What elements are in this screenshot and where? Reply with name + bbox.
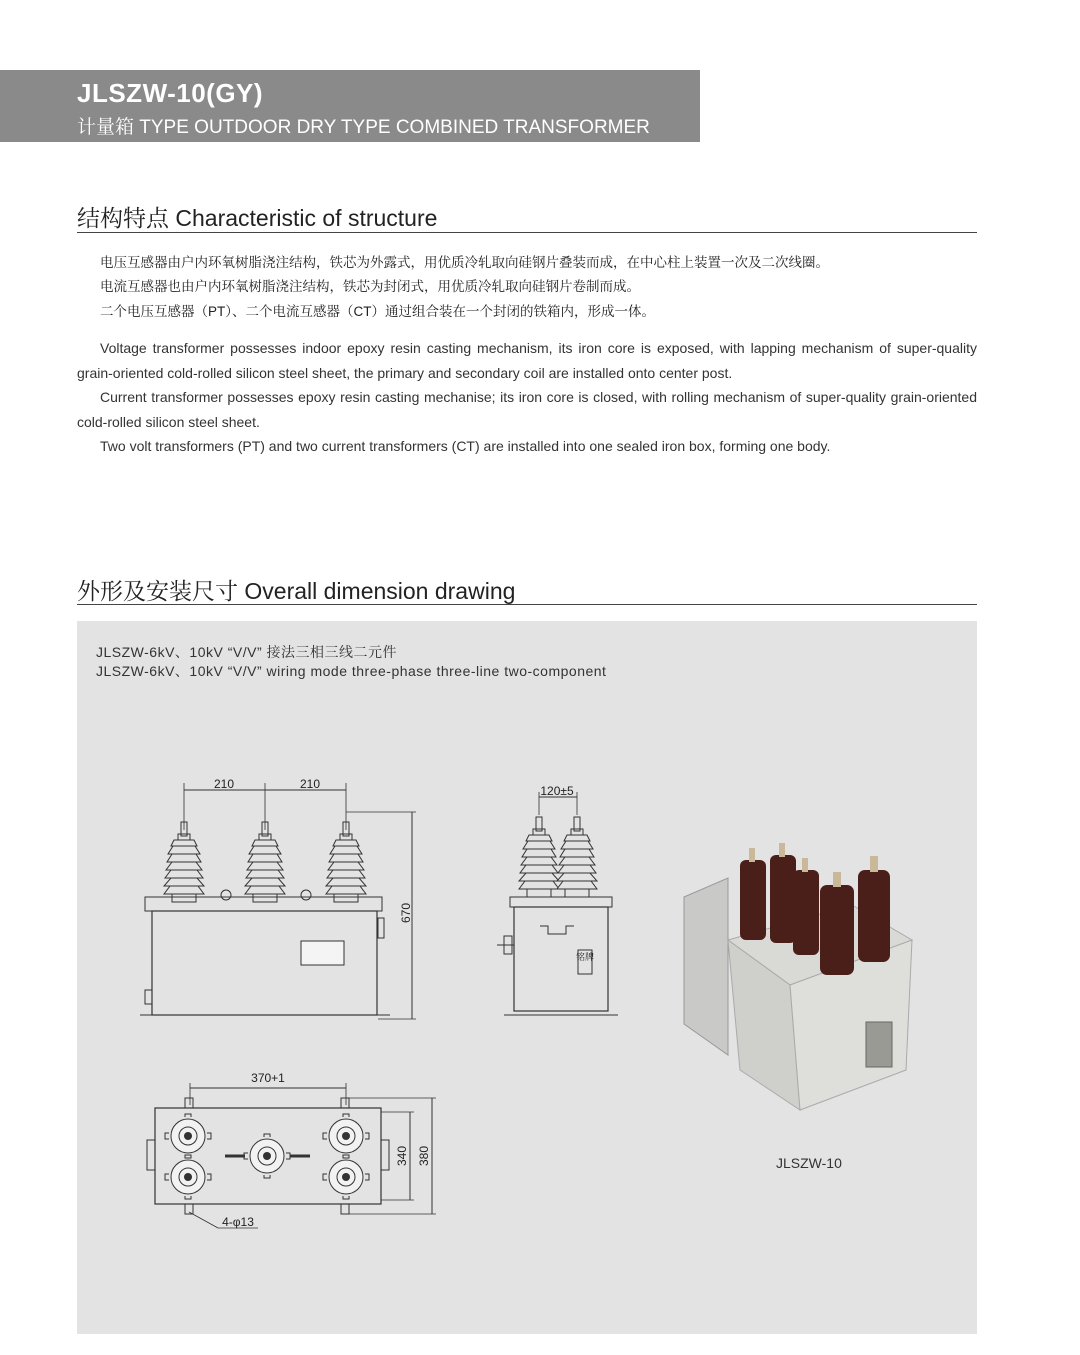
side-view-drawing (497, 784, 618, 1015)
top-inner-width-dim: 340 (395, 1145, 409, 1167)
side-spacing-dim: 120±5 (540, 784, 574, 798)
top-outer-width-dim: 380 (417, 1145, 431, 1167)
structure-section-title: 结构特点 Characteristic of structure (77, 205, 438, 231)
en-paragraph-1: Voltage transformer possesses indoor epoxy resin casting mechanism, its iron core is exposed, with lapping mechanism of super-quality grain-oriented cold-rolled silicon steel sheet, the primary and secondary coil are installed onto center post. (77, 340, 977, 381)
wiring-note-cn: JLSZW-6kV、10kV “V/V” 接法三相三线二元件 (96, 644, 398, 660)
front-view-drawing (140, 777, 416, 1019)
page-title: JLSZW-10(GY) (77, 78, 264, 108)
photo-caption: JLSZW-10 (776, 1155, 842, 1171)
cn-line-3: 二个电压互感器（PT）、二个电流互感器（CT）通过组合装在一个封闭的铁箱内，形成一体。 (100, 304, 655, 319)
product-photo (684, 843, 912, 1110)
top-length-dim: 370+1 (251, 1071, 285, 1085)
dimension-section-title: 外形及安装尺寸 Overall dimension drawing (77, 578, 516, 604)
cn-line-2: 电流互感器也由户内环氧树脂浇注结构，铁芯为封闭式，用优质冷轧取向硅钢片卷制而成。 (100, 279, 640, 294)
front-dim-b: 210 (299, 777, 321, 791)
wiring-note-en: JLSZW-6kV、10kV “V/V” wiring mode three-phase three-line two-component (96, 663, 607, 679)
front-dim-a: 210 (213, 777, 235, 791)
nameplate-label: 铭牌 (575, 952, 595, 962)
en-paragraph-3: Two volt transformers (PT) and two current transformers (CT) are installed into one sealed iron box, forming one body. (100, 438, 831, 454)
top-view-drawing (147, 1071, 436, 1229)
page-subtitle: 计量箱 TYPE OUTDOOR DRY TYPE COMBINED TRANSFORMER (77, 117, 650, 138)
cn-line-1: 电压互感器由户内环氧树脂浇注结构，铁芯为外露式，用优质冷轧取向硅钢片叠装而成，在中心柱上装置一次及二次线圈。 (100, 255, 829, 270)
front-height-dim: 670 (399, 902, 413, 924)
en-paragraph-2: Current transformer possesses epoxy resin casting mechanise; its iron core is closed, with rolling mechanism of super-quality grain-oriented cold-rolled silicon steel sheet. (77, 389, 977, 430)
mounting-holes-label: 4-φ13 (222, 1215, 254, 1229)
